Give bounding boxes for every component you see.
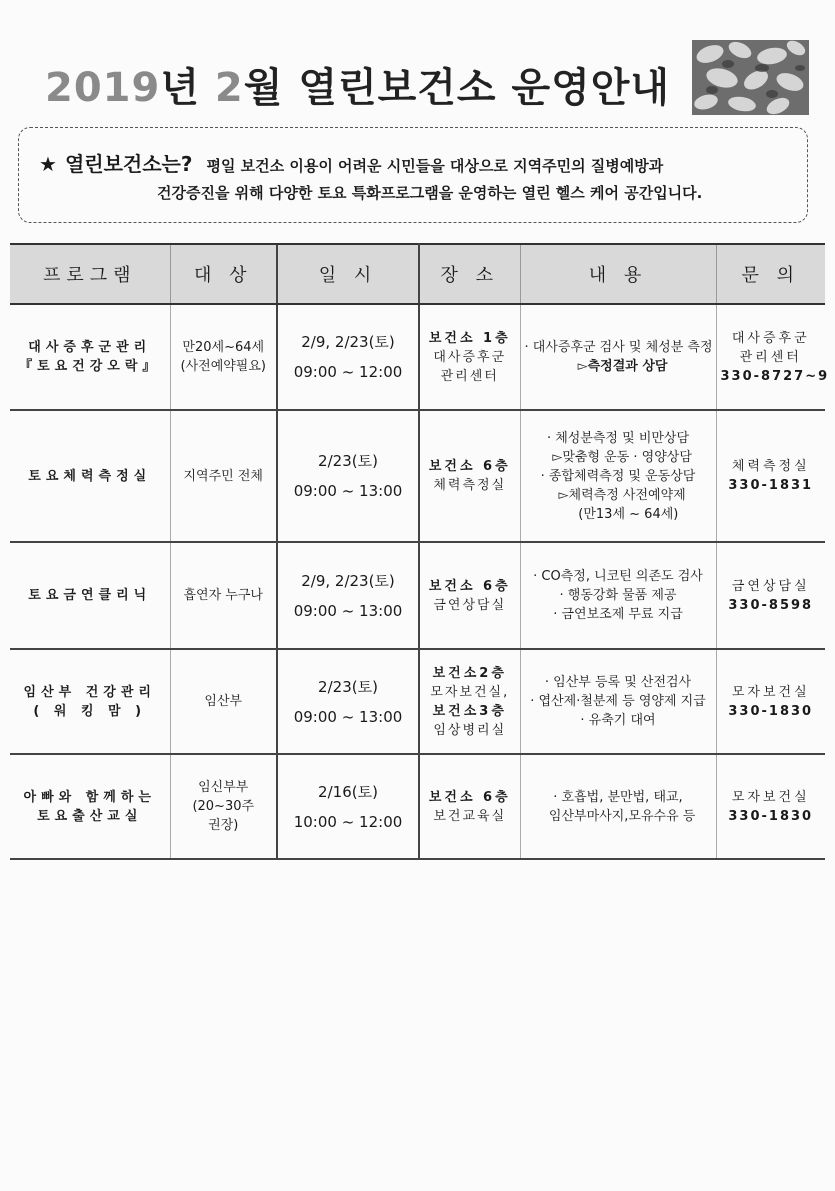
- place-cell: [419, 649, 520, 754]
- table-row: [10, 542, 825, 649]
- place-cell-line: 모자보건실,: [430, 684, 510, 700]
- contact-cell-line: 330-1831: [728, 478, 814, 493]
- content-cell-line: 임산부마사지,모유수유 등: [540, 808, 696, 824]
- program-cell-line: ( 워 킹 맘 ): [33, 703, 147, 719]
- content-cell: [520, 410, 716, 542]
- target-cell-line: (사전예약필요): [180, 359, 266, 374]
- date-cell-line: 09:00 ~ 12:00: [293, 363, 403, 381]
- contact-cell: [716, 304, 830, 410]
- contact-cell-line: 금연상담실: [731, 578, 810, 594]
- program-cell-line: 토요금연클리닉: [28, 588, 152, 603]
- date-cell-line: 10:00 ~ 12:00: [293, 812, 403, 831]
- table-row: [10, 649, 825, 754]
- header-place: 장 소: [419, 244, 520, 304]
- content-cell-line: · 유축기 대여: [580, 713, 656, 728]
- header-contact: 문 의: [716, 244, 825, 304]
- target-cell-line: 임산부: [204, 694, 243, 709]
- content-cell-line: ▻측정결과 상담: [568, 359, 668, 374]
- date-cell-line: 2/16(토): [318, 782, 378, 801]
- content-cell: [520, 754, 716, 859]
- content-cell: [520, 304, 716, 410]
- date-cell-line: 2/9, 2/23(토): [301, 571, 395, 590]
- contact-cell: [716, 649, 825, 754]
- target-cell-line: 지역주민 전체: [183, 468, 263, 484]
- contact-cell-line: 330-1830: [728, 808, 814, 824]
- intro-line-1: [39, 148, 663, 177]
- date-cell-line: 09:00 ~ 13:00: [293, 707, 403, 726]
- place-cell-line: 대사증후군: [433, 349, 507, 365]
- date-cell-line: 09:00 ~ 13:00: [293, 601, 403, 620]
- date-cell-line: 2/23(토): [318, 677, 378, 696]
- content-cell-line: · 금연보조제 무료 지급: [553, 607, 683, 622]
- table-row: [10, 304, 825, 410]
- place-cell: [419, 542, 520, 649]
- contact-cell: [716, 542, 825, 649]
- target-cell: [170, 754, 277, 859]
- program-cell-line: 아빠와 함께하는: [23, 789, 156, 805]
- content-cell-line: ▻맞춤형 운동 · 영양상담: [544, 449, 692, 465]
- intro-text-1: 평일 보건소 이용이 어려운 시민들을 대상으로 지역주민의 질병예방과: [206, 157, 664, 175]
- intro-box: [18, 127, 808, 223]
- target-cell: [170, 304, 277, 410]
- target-cell-line: 권장): [208, 818, 239, 833]
- program-cell-line: 토요체력측정실: [28, 468, 152, 484]
- program-cell: [10, 542, 170, 649]
- content-cell-line: · 체성분측정 및 비만상담: [546, 430, 690, 446]
- header-content: 내 용: [520, 244, 716, 304]
- contact-cell-line: 330-8727~9: [720, 368, 830, 384]
- contact-cell: [716, 410, 825, 542]
- date-cell: [277, 304, 419, 410]
- target-cell: [170, 410, 277, 542]
- contact-cell-line: 대사증후군: [731, 330, 810, 346]
- target-cell: [170, 542, 277, 649]
- place-cell-line: 보건소 6층: [428, 459, 511, 474]
- place-cell-line: 보건소3층: [432, 703, 507, 719]
- program-cell: [10, 649, 170, 754]
- contact-cell-line: 모자보건실: [731, 684, 810, 700]
- place-cell: [419, 410, 520, 542]
- place-cell-line: 체력측정실: [433, 478, 507, 493]
- program-cell-line: 대사증후군관리: [28, 340, 152, 355]
- date-cell: [277, 542, 419, 649]
- place-cell-line: 관리센터: [440, 368, 499, 384]
- content-cell: [520, 542, 716, 649]
- place-cell-line: 보건소 1층: [428, 330, 511, 346]
- content-cell-line: · 종합체력측정 및 운동상담: [540, 468, 696, 484]
- content-cell-line: · CO측정, 니코틴 의존도 검사: [533, 569, 703, 584]
- place-cell: [419, 754, 520, 859]
- target-cell-line: 임신부부: [198, 780, 249, 795]
- title-month: 2: [214, 65, 244, 111]
- place-cell-line: 보건교육실: [433, 808, 507, 824]
- contact-cell-line: 330-1830: [728, 703, 814, 719]
- intro-heading: 열린보건소는?: [64, 152, 193, 176]
- target-cell-line: 흡연자 누구나: [183, 588, 263, 603]
- leaves-photo: [692, 40, 809, 115]
- title-area: [0, 40, 835, 120]
- content-cell-line: · 행동강화 물품 제공: [559, 588, 677, 603]
- table-row: [10, 410, 825, 542]
- contact-cell-line: 모자보건실: [731, 789, 810, 805]
- content-cell-line: (만13세 ~ 64세): [557, 506, 679, 522]
- date-cell: [277, 754, 419, 859]
- table-row: [10, 754, 825, 859]
- program-cell-line: 『토요건강오락』: [19, 359, 161, 374]
- contact-cell-line: 체력측정실: [731, 459, 810, 474]
- program-cell-line: 토요출산교실: [37, 808, 143, 824]
- program-cell: [10, 410, 170, 542]
- content-cell-line: · 엽산제·철분제 등 영양제 지급: [530, 694, 706, 709]
- date-cell: [277, 649, 419, 754]
- contact-cell-line: 관리센터: [739, 349, 802, 365]
- star-icon: ★: [39, 152, 57, 176]
- header-date: 일 시: [277, 244, 419, 304]
- place-cell-line: 보건소 6층: [428, 789, 511, 805]
- contact-cell-line: 330-8598: [728, 597, 814, 613]
- program-cell-line: 임산부 건강관리: [23, 684, 156, 700]
- intro-text-2: 건강증진을 위해 다양한 토요 특화프로그램을 운영하는 열린 헬스 케어 공간입니다.: [157, 184, 703, 202]
- target-cell-line: (20~30주: [192, 799, 255, 814]
- title-year: 2019: [45, 65, 161, 111]
- table-header-row: [10, 244, 825, 304]
- target-cell: [170, 649, 277, 754]
- header-target: 대 상: [170, 244, 277, 304]
- content-cell: [520, 649, 716, 754]
- program-cell: [10, 304, 170, 410]
- contact-cell: [716, 754, 825, 859]
- schedule-table: [10, 243, 830, 860]
- date-cell-line: 2/23(토): [318, 452, 378, 470]
- content-cell-line: ▻체력측정 사전예약제: [550, 487, 686, 503]
- target-cell-line: 만20세~64세: [182, 340, 265, 355]
- content-cell-line: · 임산부 등록 및 산전검사: [544, 675, 692, 690]
- place-cell: [419, 304, 520, 410]
- title-rest: 월 열린보건소 운영안내: [243, 65, 671, 111]
- date-cell-line: 2/9, 2/23(토): [301, 333, 395, 351]
- place-cell-line: 임상병리실: [433, 722, 507, 738]
- content-cell-line: · 대사증후군 검사 및 체성분 측정: [524, 340, 713, 355]
- place-cell-line: 보건소2층: [432, 665, 507, 681]
- program-cell: [10, 754, 170, 859]
- title-year-suffix: 년: [160, 65, 215, 111]
- date-cell-line: 09:00 ~ 13:00: [293, 482, 403, 500]
- date-cell: [277, 410, 419, 542]
- place-cell-line: 금연상담실: [433, 597, 507, 613]
- header-program: 프로그램: [10, 244, 170, 304]
- content-cell-line: · 호흡법, 분만법, 태교,: [553, 789, 683, 805]
- page-title: [45, 56, 670, 113]
- place-cell-line: 보건소 6층: [428, 578, 511, 594]
